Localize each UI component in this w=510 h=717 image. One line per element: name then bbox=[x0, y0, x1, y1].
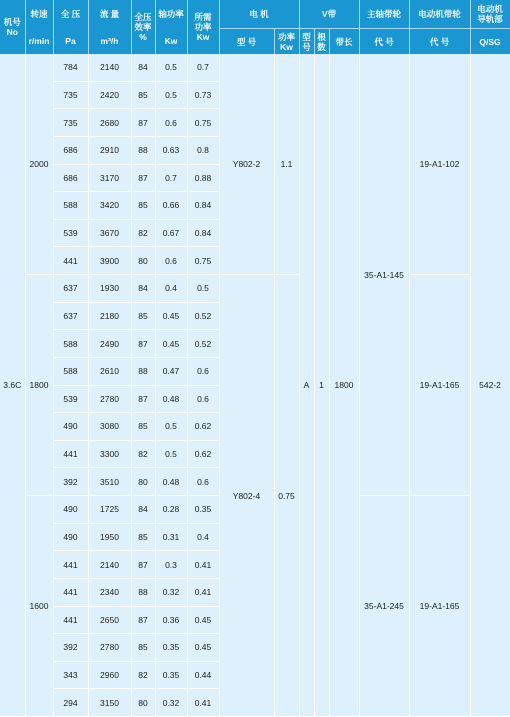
flow-cell: 3420 bbox=[88, 192, 131, 220]
efficiency-cell: 87 bbox=[131, 551, 155, 579]
header-vbelt: V带 bbox=[299, 0, 359, 29]
flow-cell: 2960 bbox=[88, 661, 131, 689]
motor-power-cell: 0.75 bbox=[274, 275, 299, 717]
flow-cell: 3300 bbox=[88, 440, 131, 468]
motor-pulley-code-cell: 19-A1-102 bbox=[409, 54, 470, 275]
flow-cell: 3080 bbox=[88, 413, 131, 441]
shaft-power-cell: 0.5 bbox=[155, 440, 187, 468]
pressure-cell: 441 bbox=[53, 606, 88, 634]
pressure-cell: 588 bbox=[53, 330, 88, 358]
required-power-cell: 0.6 bbox=[187, 468, 219, 496]
efficiency-cell: 85 bbox=[131, 634, 155, 662]
motor-power-cell: 1.1 bbox=[274, 54, 299, 275]
pressure-cell: 392 bbox=[53, 468, 88, 496]
required-power-cell: 0.84 bbox=[187, 192, 219, 220]
shaft-power-cell: 0.4 bbox=[155, 275, 187, 303]
machine-no-cell: 3.6C bbox=[0, 54, 25, 717]
shaft-power-cell: 0.67 bbox=[155, 219, 187, 247]
header-motor-model: 型 号 bbox=[219, 29, 274, 55]
pressure-cell: 735 bbox=[53, 109, 88, 137]
efficiency-cell: 87 bbox=[131, 606, 155, 634]
flow-cell: 2650 bbox=[88, 606, 131, 634]
efficiency-cell: 87 bbox=[131, 109, 155, 137]
efficiency-cell: 84 bbox=[131, 275, 155, 303]
efficiency-cell: 87 bbox=[131, 385, 155, 413]
shaft-power-cell: 0.5 bbox=[155, 54, 187, 81]
shaft-power-cell: 0.66 bbox=[155, 192, 187, 220]
required-power-cell: 0.88 bbox=[187, 164, 219, 192]
required-power-cell: 0.44 bbox=[187, 661, 219, 689]
efficiency-cell: 85 bbox=[131, 192, 155, 220]
shaft-power-cell: 0.31 bbox=[155, 523, 187, 551]
pressure-cell: 294 bbox=[53, 689, 88, 717]
shaft-power-cell: 0.47 bbox=[155, 357, 187, 385]
efficiency-cell: 82 bbox=[131, 661, 155, 689]
efficiency-cell: 85 bbox=[131, 523, 155, 551]
shaft-power-cell: 0.36 bbox=[155, 606, 187, 634]
pressure-cell: 637 bbox=[53, 302, 88, 330]
table-body bbox=[0, 54, 510, 717]
pressure-cell: 686 bbox=[53, 136, 88, 164]
efficiency-cell: 88 bbox=[131, 136, 155, 164]
header-shaft-power-unit: Kw bbox=[155, 29, 187, 55]
header-belt-count: 根 数 bbox=[314, 29, 329, 55]
shaft-power-cell: 0.32 bbox=[155, 689, 187, 717]
required-power-cell: 0.35 bbox=[187, 496, 219, 524]
efficiency-cell: 80 bbox=[131, 689, 155, 717]
pressure-cell: 539 bbox=[53, 219, 88, 247]
pressure-cell: 490 bbox=[53, 523, 88, 551]
flow-cell: 3670 bbox=[88, 219, 131, 247]
flow-cell: 1950 bbox=[88, 523, 131, 551]
required-power-cell: 0.41 bbox=[187, 578, 219, 606]
belt-type-cell: A bbox=[299, 54, 314, 717]
efficiency-cell: 80 bbox=[131, 468, 155, 496]
header-motor: 电 机 bbox=[219, 0, 299, 29]
pressure-cell: 441 bbox=[53, 247, 88, 275]
pressure-cell: 490 bbox=[53, 413, 88, 441]
shaft-power-cell: 0.48 bbox=[155, 385, 187, 413]
pressure-cell: 588 bbox=[53, 357, 88, 385]
shaft-power-cell: 0.32 bbox=[155, 578, 187, 606]
table-row bbox=[0, 54, 510, 81]
flow-cell: 2780 bbox=[88, 385, 131, 413]
flow-cell: 2140 bbox=[88, 551, 131, 579]
header-pressure-unit: Pa bbox=[53, 29, 88, 55]
required-power-cell: 0.5 bbox=[187, 275, 219, 303]
shaft-power-cell: 0.5 bbox=[155, 81, 187, 109]
shaft-power-cell: 0.5 bbox=[155, 413, 187, 441]
efficiency-cell: 88 bbox=[131, 578, 155, 606]
pressure-cell: 392 bbox=[53, 634, 88, 662]
speed-cell: 1800 bbox=[25, 275, 53, 496]
header-machine-no: 机号 No bbox=[0, 0, 25, 54]
efficiency-cell: 82 bbox=[131, 440, 155, 468]
efficiency-cell: 85 bbox=[131, 81, 155, 109]
table-row bbox=[0, 275, 510, 303]
shaft-power-cell: 0.48 bbox=[155, 468, 187, 496]
efficiency-cell: 87 bbox=[131, 330, 155, 358]
flow-cell: 2140 bbox=[88, 54, 131, 81]
pressure-cell: 784 bbox=[53, 54, 88, 81]
pressure-cell: 637 bbox=[53, 275, 88, 303]
pressure-cell: 539 bbox=[53, 385, 88, 413]
shaft-power-cell: 0.6 bbox=[155, 247, 187, 275]
efficiency-cell: 88 bbox=[131, 357, 155, 385]
flow-cell: 2680 bbox=[88, 109, 131, 137]
header-guard: 电动机 导轨部 bbox=[470, 0, 510, 29]
flow-cell: 2910 bbox=[88, 136, 131, 164]
flow-cell: 2610 bbox=[88, 357, 131, 385]
header-spindle-pulley: 主轴带轮 bbox=[359, 0, 409, 29]
required-power-cell: 0.41 bbox=[187, 689, 219, 717]
header-shaft-power: 轴功率 bbox=[155, 0, 187, 29]
header-belt-length: 带长 bbox=[329, 29, 359, 55]
speed-cell: 1600 bbox=[25, 496, 53, 717]
header-efficiency: 全压 效率 % bbox=[131, 0, 155, 54]
flow-cell: 1930 bbox=[88, 275, 131, 303]
speed-cell: 2000 bbox=[25, 54, 53, 275]
required-power-cell: 0.84 bbox=[187, 219, 219, 247]
required-power-cell: 0.8 bbox=[187, 136, 219, 164]
shaft-power-cell: 0.6 bbox=[155, 109, 187, 137]
shaft-power-cell: 0.3 bbox=[155, 551, 187, 579]
required-power-cell: 0.4 bbox=[187, 523, 219, 551]
required-power-cell: 0.6 bbox=[187, 385, 219, 413]
flow-cell: 2780 bbox=[88, 634, 131, 662]
header-motor-pulley: 电动机带轮 bbox=[409, 0, 470, 29]
pressure-cell: 441 bbox=[53, 440, 88, 468]
required-power-cell: 0.45 bbox=[187, 634, 219, 662]
pressure-cell: 441 bbox=[53, 551, 88, 579]
shaft-power-cell: 0.35 bbox=[155, 661, 187, 689]
spindle-code-cell: 35-A1-245 bbox=[359, 496, 409, 717]
shaft-power-cell: 0.45 bbox=[155, 330, 187, 358]
efficiency-cell: 82 bbox=[131, 219, 155, 247]
required-power-cell: 0.73 bbox=[187, 81, 219, 109]
shaft-power-cell: 0.63 bbox=[155, 136, 187, 164]
pressure-cell: 735 bbox=[53, 81, 88, 109]
header-motor-power: 功率 Kw bbox=[274, 29, 299, 55]
flow-cell: 1725 bbox=[88, 496, 131, 524]
belt-count-cell: 1 bbox=[314, 54, 329, 717]
required-power-cell: 0.75 bbox=[187, 247, 219, 275]
pressure-cell: 686 bbox=[53, 164, 88, 192]
shaft-power-cell: 0.28 bbox=[155, 496, 187, 524]
header-belt-type: 型 号 bbox=[299, 29, 314, 55]
flow-cell: 2420 bbox=[88, 81, 131, 109]
pressure-cell: 490 bbox=[53, 496, 88, 524]
required-power-cell: 0.62 bbox=[187, 440, 219, 468]
motor-pulley-code-cell: 19-A1-165 bbox=[409, 275, 470, 496]
required-power-cell: 0.62 bbox=[187, 413, 219, 441]
header-required-power: 所需 功率 Kw bbox=[187, 0, 219, 54]
flow-cell: 3170 bbox=[88, 164, 131, 192]
header-motor-pulley-code: 代 号 bbox=[409, 29, 470, 55]
flow-cell: 3150 bbox=[88, 689, 131, 717]
required-power-cell: 0.52 bbox=[187, 330, 219, 358]
required-power-cell: 0.7 bbox=[187, 54, 219, 81]
required-power-cell: 0.6 bbox=[187, 357, 219, 385]
pressure-cell: 343 bbox=[53, 661, 88, 689]
flow-cell: 2490 bbox=[88, 330, 131, 358]
shaft-power-cell: 0.35 bbox=[155, 634, 187, 662]
required-power-cell: 0.52 bbox=[187, 302, 219, 330]
required-power-cell: 0.45 bbox=[187, 606, 219, 634]
required-power-cell: 0.75 bbox=[187, 109, 219, 137]
pressure-cell: 588 bbox=[53, 192, 88, 220]
pressure-cell: 441 bbox=[53, 578, 88, 606]
efficiency-cell: 84 bbox=[131, 496, 155, 524]
efficiency-cell: 80 bbox=[131, 247, 155, 275]
shaft-power-cell: 0.45 bbox=[155, 302, 187, 330]
efficiency-cell: 84 bbox=[131, 54, 155, 81]
belt-length-cell: 1800 bbox=[329, 54, 359, 717]
flow-cell: 2340 bbox=[88, 578, 131, 606]
flow-cell: 3510 bbox=[88, 468, 131, 496]
header-spindle-code: 代 号 bbox=[359, 29, 409, 55]
header-flow: 流 量 bbox=[88, 0, 131, 29]
flow-cell: 2180 bbox=[88, 302, 131, 330]
header-guard-code: Q/SG bbox=[470, 29, 510, 55]
header-speed-unit: r/min bbox=[25, 29, 53, 55]
header-total-pressure: 全 压 bbox=[53, 0, 88, 29]
header-speed: 转速 bbox=[25, 0, 53, 29]
header-flow-unit: m³/h bbox=[88, 29, 131, 55]
motor-model-cell: Y802-2 bbox=[219, 54, 274, 275]
motor-pulley-code-cell: 19-A1-165 bbox=[409, 496, 470, 717]
guard-code-cell: 542-2 bbox=[470, 54, 510, 717]
efficiency-cell: 85 bbox=[131, 302, 155, 330]
flow-cell: 3900 bbox=[88, 247, 131, 275]
required-power-cell: 0.41 bbox=[187, 551, 219, 579]
motor-model-cell: Y802-4 bbox=[219, 275, 274, 717]
spindle-code-cell: 35-A1-145 bbox=[359, 54, 409, 496]
efficiency-cell: 85 bbox=[131, 413, 155, 441]
efficiency-cell: 87 bbox=[131, 164, 155, 192]
shaft-power-cell: 0.7 bbox=[155, 164, 187, 192]
